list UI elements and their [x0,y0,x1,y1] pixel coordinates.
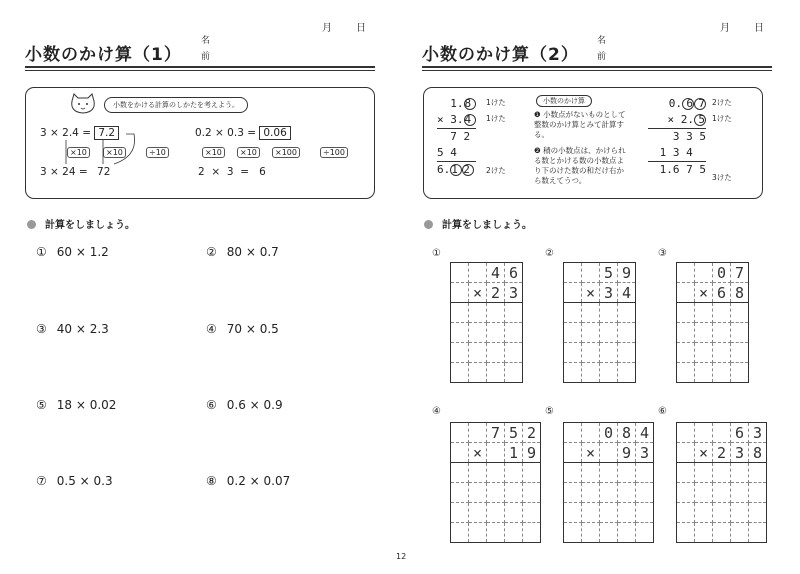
grid-cell[interactable] [731,483,749,503]
grid-cell [564,263,582,283]
problem-number: ⑥ [206,398,217,412]
problem-7 [36,474,113,488]
grid-cell[interactable] [695,523,713,543]
grid-cell[interactable] [677,523,695,543]
grid-cell[interactable] [618,343,636,363]
grid-cell[interactable] [713,323,731,343]
example2-expr-int [198,166,266,178]
grid-cell: 3 [731,443,749,463]
problem-4 [206,322,279,336]
grid-number: ⑥ [658,406,667,417]
grid-cell: 8 [731,283,749,303]
problem-number: ④ [206,322,217,336]
grid-cell[interactable] [695,323,713,343]
problem-expr: 60 × 1.2 [56,245,109,259]
grid-cell[interactable] [713,303,731,323]
grid-cell[interactable] [582,323,600,343]
grid-cell[interactable] [451,483,469,503]
grid-cell: 7 [731,263,749,283]
ex2-answer: 0.06 [259,126,290,140]
grid-cell[interactable] [487,303,505,323]
grid-cell[interactable] [677,503,695,523]
grid-cell: 6 [505,263,523,283]
title-divider-thin [25,70,375,71]
grid-cell: 3 [600,283,618,303]
grid-cell[interactable] [487,523,505,543]
grid-cell [677,423,695,443]
problem-number: ③ [36,322,47,336]
grid-cell[interactable] [713,463,731,483]
grid-cell[interactable] [469,343,487,363]
ex1-b-answer: 72 [97,166,111,178]
problem-number: ① [36,245,47,259]
grid-cell[interactable] [487,463,505,483]
grid-cell[interactable] [600,303,618,323]
name-char-2: 前 [597,52,607,62]
grid-cell[interactable] [564,363,582,383]
grid-cell[interactable] [695,303,713,323]
grid-cell[interactable] [487,323,505,343]
grid-cell[interactable] [582,503,600,523]
cat-icon [68,92,98,116]
rule-2: ❷ 積の小数点は、かけられる数とかける数の小数点より下のけた数の和だけ右から数えてうつ。 [534,146,626,185]
speech-bubble: 小数をかける計算のしかたを考えよう。 [104,97,248,113]
grid-cell[interactable] [731,463,749,483]
grid-cell [677,263,695,283]
problem-number: ⑧ [206,474,217,488]
problem-6 [206,398,283,412]
grid-number: ⑤ [545,406,554,417]
rule-1: ❶ 小数点がないものとして整数のかけ算とみて計算する。 [534,110,626,139]
problem-expr: 18 × 0.02 [56,398,117,412]
grid-cell[interactable] [582,303,600,323]
ex2-op-3: ×100 [272,147,300,158]
digit-label-1b: 1けた [486,114,506,123]
grid-cell[interactable] [505,503,523,523]
digit-label-3: 3けた [712,173,732,182]
grid-number: ④ [432,406,441,417]
grid-cell: 9 [618,263,636,283]
grid-cell [695,263,713,283]
problem-3 [36,322,109,336]
grid-cell[interactable] [505,523,523,543]
grid-cell[interactable] [749,483,767,503]
page-title-right: 小数のかけ算（2） [422,45,579,65]
grid-cell[interactable] [505,463,523,483]
grid-cell[interactable] [469,303,487,323]
ex2-eq2: = [240,166,250,178]
grid-cell[interactable] [582,463,600,483]
grid-cell[interactable] [618,323,636,343]
grid-cell[interactable] [523,523,541,543]
grid-cell[interactable] [487,343,505,363]
grid-cell[interactable] [600,363,618,383]
grid-cell: 2 [487,283,505,303]
grid-number: ③ [658,248,667,259]
grid-cell: 8 [618,423,636,443]
grid-cell[interactable] [695,363,713,383]
grid-cell[interactable] [600,483,618,503]
grid-cell[interactable] [451,343,469,363]
grid-cell [677,283,695,303]
instruction-text: 計算をしましょう。 [442,220,532,231]
grid-cell[interactable] [636,523,654,543]
grid-cell[interactable] [523,463,541,483]
grid-cell[interactable] [451,503,469,523]
answer-grid[interactable] [450,422,541,543]
grid-cell: 4 [636,423,654,443]
example2-expr [195,127,291,139]
grid-cell[interactable] [618,303,636,323]
ex1-arrows [58,128,148,173]
grid-cell[interactable] [487,363,505,383]
grid-cell [600,443,618,463]
title-divider-thin-right [422,70,772,71]
ex2-eq: = [247,127,257,139]
grid-cell [582,263,600,283]
grid-cell: 0 [600,423,618,443]
grid-cell[interactable] [469,523,487,543]
answer-grid[interactable] [676,422,767,543]
instruction-text: 計算をしましょう。 [45,220,135,231]
ex1-b: 3 × 24 [40,166,76,178]
grid-cell[interactable] [677,343,695,363]
ex2-op-1: ×10 [202,147,225,158]
problem-expr: 0.5 × 0.3 [56,474,113,488]
mini-example-1: 1.8 × 3.4 7 2 5 4 6.1 2 [437,96,476,178]
problem-expr: 0.6 × 0.9 [226,398,283,412]
grid-number: ② [545,248,554,259]
name-label-right [597,33,609,65]
grid-cell[interactable] [618,363,636,383]
grid-cell[interactable] [582,363,600,383]
grid-cell: 3 [636,443,654,463]
grid-cell[interactable] [600,503,618,523]
grid-cell[interactable] [564,523,582,543]
grid-cell[interactable] [582,343,600,363]
day-label-right: 日 [754,23,766,34]
grid-cell[interactable] [636,503,654,523]
grid-cell [487,443,505,463]
grid-cell[interactable] [523,483,541,503]
grid-cell [713,423,731,443]
problem-number: ⑦ [36,474,47,488]
grid-cell[interactable] [695,463,713,483]
mini-example-2: 0. 6 7 × 2. 5 3 3 5 1 3 4 1.6 7 5 [648,96,706,178]
ex2-op-4: ÷100 [320,147,348,158]
grid-cell[interactable] [731,363,749,383]
grid-cell[interactable] [451,523,469,543]
name-char-1: 名 [201,36,211,46]
answer-grid[interactable] [563,422,654,543]
grid-cell[interactable] [731,503,749,523]
problem-number: ② [206,245,217,259]
grid-cell: × [469,283,487,303]
month-label-right: 月 [720,23,732,34]
grid-cell[interactable] [600,323,618,343]
grid-cell: 8 [749,443,767,463]
title-divider-right [422,66,772,68]
grid-cell[interactable] [505,303,523,323]
grid-cell[interactable] [677,483,695,503]
grid-cell[interactable] [451,323,469,343]
grid-cell[interactable] [695,343,713,363]
day-label: 日 [356,23,368,34]
grid-cell[interactable] [469,363,487,383]
grid-cell[interactable] [469,463,487,483]
grid-cell: × [695,283,713,303]
grid-cell[interactable] [487,483,505,503]
grid-cell[interactable] [505,343,523,363]
problem-expr: 80 × 0.7 [226,245,279,259]
grid-cell [695,423,713,443]
problem-2 [206,245,279,259]
title-divider [25,66,375,68]
month-label: 月 [322,23,334,34]
grid-cell[interactable] [695,483,713,503]
ex1-op-3: ÷10 [146,147,169,158]
grid-cell[interactable] [582,483,600,503]
grid-cell[interactable] [505,323,523,343]
grid-cell: 3 [505,283,523,303]
ex2-b2: 3 [226,166,234,178]
ex2-op-2: ×10 [237,147,260,158]
grid-cell: 4 [618,283,636,303]
answer-grid[interactable] [450,262,523,383]
grid-cell[interactable] [618,483,636,503]
grid-cell: 6 [731,423,749,443]
grid-cell[interactable] [469,503,487,523]
answer-grid[interactable] [563,262,636,383]
ex1-eq: = [82,127,92,139]
grid-cell[interactable] [677,323,695,343]
grid-cell [451,423,469,443]
grid-cell: 2 [713,443,731,463]
grid-cell[interactable] [469,483,487,503]
answer-grid[interactable] [676,262,749,383]
grid-cell[interactable] [451,363,469,383]
grid-cell[interactable] [749,463,767,483]
ex1-answer: 7.2 [94,126,119,140]
date-field [322,19,368,34]
grid-cell[interactable] [695,503,713,523]
grid-cell[interactable] [505,483,523,503]
instruction-right [424,216,532,231]
rule-heading: 小数のかけ算 [536,95,592,107]
name-char-2: 前 [201,52,211,62]
problem-expr: 0.2 × 0.07 [226,474,291,488]
bullet-icon [27,220,36,229]
grid-cell: 5 [600,263,618,283]
grid-cell[interactable] [731,343,749,363]
problem-expr: 70 × 0.5 [226,322,279,336]
grid-cell: × [582,283,600,303]
problem-1 [36,245,109,259]
grid-cell[interactable] [582,523,600,543]
grid-cell[interactable] [749,503,767,523]
ex2-b-answer: 6 [259,166,266,178]
grid-cell: 7 [487,423,505,443]
grid-cell: 3 [749,423,767,443]
grid-cell[interactable] [713,483,731,503]
grid-cell[interactable] [636,463,654,483]
name-char-1: 名 [597,36,607,46]
grid-cell [469,423,487,443]
page-number: 12 [396,552,407,561]
grid-cell [564,443,582,463]
page-title: 小数のかけ算（1） [25,45,182,65]
grid-cell[interactable] [451,463,469,483]
grid-cell: 9 [618,443,636,463]
grid-cell[interactable] [564,503,582,523]
grid-cell[interactable] [618,503,636,523]
ex2-b1: 2 [198,166,205,178]
grid-cell[interactable] [564,463,582,483]
ex1-a: 3 × 2.4 [40,127,79,139]
grid-cell[interactable] [505,363,523,383]
grid-cell: 2 [523,423,541,443]
grid-cell: × [695,443,713,463]
problem-expr: 40 × 2.3 [56,322,109,336]
grid-cell[interactable] [677,303,695,323]
ex1-op-1: ×10 [67,147,90,158]
grid-cell[interactable] [713,503,731,523]
grid-cell[interactable] [487,503,505,523]
problem-number: ⑤ [36,398,47,412]
grid-cell[interactable] [713,523,731,543]
grid-cell[interactable] [749,523,767,543]
ex1-eq2: = [78,166,88,178]
grid-cell[interactable] [677,363,695,383]
grid-cell [564,423,582,443]
grid-cell[interactable] [600,463,618,483]
ex1-op-2: ×10 [103,147,126,158]
grid-cell: 6 [713,283,731,303]
grid-cell: × [582,443,600,463]
grid-cell[interactable] [469,323,487,343]
problem-8 [206,474,290,488]
grid-cell [469,263,487,283]
grid-cell [451,283,469,303]
grid-cell: × [469,443,487,463]
bullet-icon [424,220,433,229]
grid-cell: 9 [523,443,541,463]
date-field-right [720,19,766,34]
grid-cell[interactable] [677,463,695,483]
grid-cell [451,263,469,283]
grid-cell[interactable] [713,343,731,363]
digit-label-2: 2けた [486,166,506,175]
digit-label-2b: 2けた [712,98,732,107]
name-label [201,33,213,65]
problem-5 [36,398,116,412]
grid-cell[interactable] [731,323,749,343]
grid-cell[interactable] [731,303,749,323]
grid-cell[interactable] [564,343,582,363]
grid-cell [582,423,600,443]
grid-cell[interactable] [564,483,582,503]
grid-cell[interactable] [523,503,541,523]
grid-number: ① [432,248,441,259]
grid-cell[interactable] [618,523,636,543]
grid-cell[interactable] [713,363,731,383]
grid-cell: 4 [487,263,505,283]
grid-cell: 0 [713,263,731,283]
digit-label-1c: 1けた [712,114,732,123]
grid-cell [564,283,582,303]
grid-cell[interactable] [636,483,654,503]
grid-cell: 1 [505,443,523,463]
digit-label-1a: 1けた [486,98,506,107]
grid-cell[interactable] [451,303,469,323]
grid-cell[interactable] [564,323,582,343]
grid-cell[interactable] [564,303,582,323]
ex2-times: × [211,166,221,178]
ex2-a: 0.2 × 0.3 [195,127,244,139]
grid-cell[interactable] [731,523,749,543]
grid-cell [451,443,469,463]
grid-cell [677,443,695,463]
instruction [27,216,135,231]
grid-cell: 5 [505,423,523,443]
grid-cell[interactable] [618,463,636,483]
grid-cell[interactable] [600,523,618,543]
grid-cell[interactable] [600,343,618,363]
